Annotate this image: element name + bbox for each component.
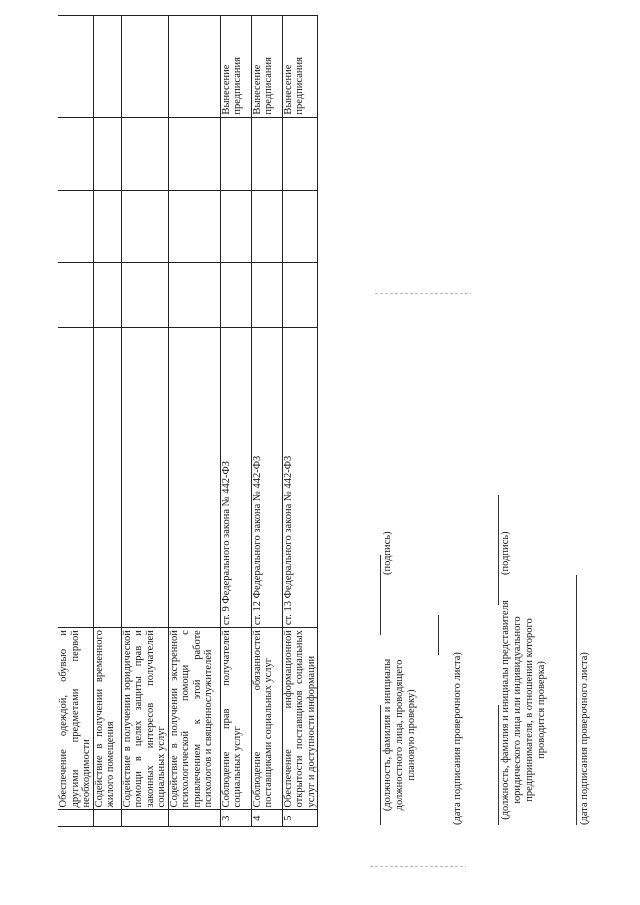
table-cell-name: Обеспечение информационной открытости поставщиков социальных услуг и доступности информации: [282, 628, 318, 810]
table-cell-num: [93, 810, 121, 827]
table-cell-yes: [121, 262, 168, 327]
table-cell-na: [251, 117, 282, 191]
table-cell-law: [121, 327, 168, 627]
table-cell-result: Вынесение предписания: [220, 16, 251, 118]
table-row: [282, 16, 318, 827]
table-cell-num: [58, 810, 93, 827]
table-cell-law: [168, 327, 220, 627]
table-row: [220, 16, 251, 827]
checklist-table: [58, 15, 318, 827]
table-cell-name: Соблюдение обязанностей поставщиками социальных услуг: [251, 628, 282, 810]
table-cell-law: [93, 327, 121, 627]
table-cell-na: [282, 117, 318, 191]
table-cell-num: 3: [220, 810, 251, 827]
table-cell-yes: [168, 262, 220, 327]
representative-name-line: [498, 705, 499, 825]
table-cell-yes: [282, 262, 318, 327]
table-cell-law: ст. 13 Федерального закона № 442-ФЗ: [282, 327, 318, 627]
table-cell-na: [58, 117, 93, 191]
table-cell-na: [168, 117, 220, 191]
table-cell-result: [58, 16, 93, 118]
table-row: [58, 16, 93, 827]
signature-line-2: [498, 495, 499, 605]
table-cell-result: Вынесение предписания: [251, 16, 282, 118]
table-cell-result: [121, 16, 168, 118]
table-cell-result: [168, 16, 220, 118]
table-cell-result: Вынесение предписания: [282, 16, 318, 118]
table-cell-num: [168, 810, 220, 827]
table-cell-na: [220, 117, 251, 191]
official-name-line: [380, 705, 381, 825]
date-label-1: (дата подписания проверочного листа): [452, 652, 463, 825]
table-cell-num: 5: [282, 810, 318, 827]
table-cell-name: Соблюдение прав получателей социальных услуг: [220, 628, 251, 810]
date-line-1: [438, 615, 439, 655]
table-row: [93, 16, 121, 827]
table-cell-name: Содействие в получении временного жилого помещения: [93, 628, 121, 810]
table-cell-no: [58, 191, 93, 262]
table-row: [251, 16, 282, 827]
table-cell-no: [251, 191, 282, 262]
table-cell-num: 4: [251, 810, 282, 827]
table-cell-no: [282, 191, 318, 262]
table-cell-law: ст. 12 Федерального закона № 442-ФЗ: [251, 327, 282, 627]
signature-label-2: (подпись): [500, 531, 511, 575]
table-cell-name: Содействие в получении юридической помощи в целях защиты прав и законных интересов получателей социальных услуг: [121, 628, 168, 810]
table-cell-yes: [93, 262, 121, 327]
table-cell-yes: [58, 262, 93, 327]
table-cell-na: [93, 117, 121, 191]
signature-label-1: (подпись): [382, 531, 393, 575]
date-line-2: [576, 575, 577, 825]
table-row: [168, 16, 220, 827]
table-cell-name: Обеспечение одеждой, обувью и другими предметами первой необходимости: [58, 628, 93, 810]
table-cell-yes: [220, 262, 251, 327]
representative-caption: (должность, фамилия и инициалы представителя юридического лица или индивидуального предпринимателя, в отношении которого проводится проверка): [500, 600, 547, 820]
table-cell-name: Содействие в получении экстренной психологической помощи с привлечением к этой работе психологов и священнослужителей: [168, 628, 220, 810]
table-cell-no: [220, 191, 251, 262]
table-cell-law: [58, 327, 93, 627]
table-cell-result: [93, 16, 121, 118]
official-caption: (должность, фамилия и инициалы должностного лица, проводящего плановую проверку): [382, 658, 417, 812]
date-label-2: (дата подписания проверочного листа): [579, 652, 590, 825]
table-row: [121, 16, 168, 827]
table-cell-law: ст. 9 Федерального закона № 442-ФЗ: [220, 327, 251, 627]
table-cell-num: [121, 810, 168, 827]
table-cell-na: [121, 117, 168, 191]
table-cell-no: [168, 191, 220, 262]
table-cell-no: [93, 191, 121, 262]
table-cell-yes: [251, 262, 282, 327]
signature-line-1: [380, 555, 381, 635]
table-cell-no: [121, 191, 168, 262]
